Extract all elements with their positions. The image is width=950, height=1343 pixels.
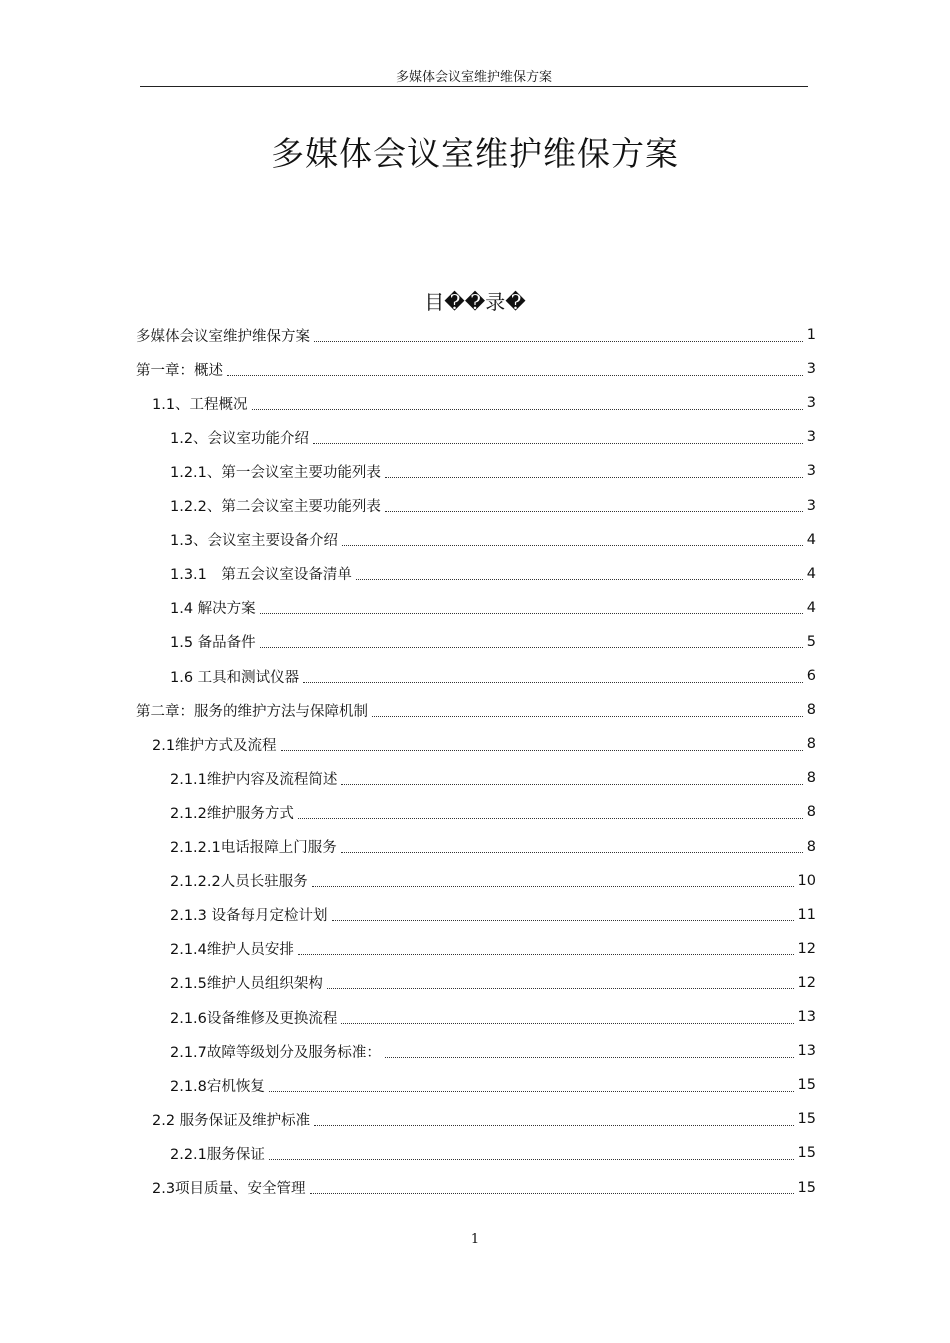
- toc-entry-page: 10: [797, 872, 816, 889]
- toc-entry-label: 1.2.1、第一会议室主要功能列表: [170, 464, 381, 481]
- toc-entry[interactable]: [152, 386, 816, 420]
- toc-entry-page: 3: [806, 463, 816, 480]
- toc-entry-label: 多媒体会议室维护维保方案: [136, 328, 310, 345]
- toc-entry[interactable]: [170, 966, 816, 1000]
- toc-dot-leader: [356, 579, 803, 580]
- toc-entry[interactable]: [136, 318, 816, 352]
- toc-entry-page: 8: [806, 838, 816, 855]
- toc-entry[interactable]: [136, 352, 816, 386]
- toc-dot-leader: [385, 1057, 794, 1058]
- toc-dot-leader: [269, 1091, 794, 1092]
- toc-dot-leader: [260, 647, 803, 648]
- toc-entry-label: 2.1.2.2人员长驻服务: [170, 874, 308, 891]
- toc-entry-page: 15: [797, 1111, 816, 1128]
- toc-entry-label: 2.1.7故障等级划分及服务标准：: [170, 1044, 381, 1061]
- toc-entry-label: 1.3.1 第五会议室设备清单: [170, 567, 352, 584]
- toc-entry-page: 3: [806, 497, 816, 514]
- toc-entry[interactable]: [170, 795, 816, 829]
- toc-entry-page: 8: [806, 804, 816, 821]
- toc-entry-label: 2.1.6设备维修及更换流程: [170, 1010, 338, 1027]
- toc-entry-label: 2.1维护方式及流程: [152, 737, 277, 754]
- toc-entry-label: 2.1.2.1电话报障上门服务: [170, 840, 337, 856]
- toc-dot-leader: [281, 750, 803, 751]
- toc-entry[interactable]: [170, 523, 816, 557]
- toc-dot-leader: [341, 1023, 793, 1024]
- toc-dot-leader: [269, 1159, 794, 1160]
- toc-entry-page: 3: [806, 429, 816, 446]
- toc-entry-page: 11: [797, 906, 816, 923]
- toc-entry-label: 2.3项目质量、安全管理: [152, 1181, 306, 1197]
- toc-dot-leader: [372, 716, 803, 717]
- toc-entry[interactable]: [152, 1102, 816, 1136]
- toc-entry-label: 1.1、工程概况: [152, 396, 248, 413]
- toc-entry-page: 8: [806, 702, 816, 719]
- toc-dot-leader: [342, 545, 803, 546]
- toc-entry[interactable]: [170, 625, 816, 659]
- toc-entry-label: 2.1.5维护人员组织架构: [170, 976, 323, 993]
- toc-entry-label: 2.1.8宕机恢复: [170, 1078, 265, 1095]
- toc-dot-leader: [341, 784, 802, 785]
- toc-entry-label: 1.2、会议室功能介绍: [170, 430, 310, 447]
- document-title: 多媒体会议室维护维保方案: [271, 134, 679, 173]
- toc-entry[interactable]: [170, 420, 816, 454]
- header-rule: [140, 86, 808, 87]
- toc-dot-leader: [310, 1193, 794, 1194]
- toc-entry[interactable]: [170, 864, 816, 898]
- toc-entry[interactable]: [170, 1034, 816, 1068]
- toc-entry-label: 第一章：概述: [136, 362, 223, 379]
- toc-entry-page: 5: [806, 633, 816, 650]
- toc-entry-page: 4: [806, 531, 816, 548]
- toc-dot-leader: [313, 443, 803, 444]
- toc-entry[interactable]: [170, 454, 816, 488]
- toc-heading: 目��录�: [424, 290, 526, 314]
- toc-entry-label: 第二章：服务的维护方法与保障机制: [136, 703, 368, 720]
- toc-entry[interactable]: [136, 693, 816, 727]
- toc-dot-leader: [298, 954, 794, 955]
- toc-entry-label: 2.1.2维护服务方式: [170, 805, 294, 822]
- toc-dot-leader: [314, 341, 803, 342]
- toc-entry-page: 8: [806, 770, 816, 787]
- toc-dot-leader: [260, 613, 803, 614]
- toc-entry[interactable]: [152, 727, 816, 761]
- toc-dot-leader: [227, 375, 803, 376]
- running-header: 多媒体会议室维护维保方案: [395, 70, 552, 85]
- toc-entry-page: 15: [797, 1077, 816, 1094]
- toc-entry[interactable]: [170, 830, 816, 864]
- toc-entry[interactable]: [170, 932, 816, 966]
- page-number: 1: [470, 1232, 480, 1247]
- toc-entry[interactable]: [152, 1171, 816, 1205]
- toc-dot-leader: [252, 409, 803, 410]
- toc-dot-leader: [327, 988, 794, 989]
- toc-dot-leader: [332, 920, 794, 921]
- toc-dot-leader: [303, 682, 803, 683]
- toc-entry-page: 3: [806, 361, 816, 378]
- toc-entry-page: 12: [797, 940, 816, 957]
- toc-entry[interactable]: [170, 1068, 816, 1102]
- toc-entry[interactable]: [170, 659, 816, 693]
- toc-entry-page: 3: [806, 395, 816, 412]
- toc-entry-page: 4: [806, 565, 816, 582]
- toc-entry[interactable]: [170, 1136, 816, 1170]
- toc-entry-page: 12: [797, 974, 816, 991]
- toc-entry-page: 13: [797, 1043, 816, 1060]
- toc-entry-page: 4: [806, 599, 816, 616]
- toc-dot-leader: [385, 477, 803, 478]
- toc-entry[interactable]: [170, 557, 816, 591]
- toc-entry-page: 15: [797, 1179, 816, 1196]
- toc-entry-page: 13: [797, 1009, 816, 1025]
- toc-entry[interactable]: [170, 898, 816, 932]
- toc-entry-label: 2.1.3 设备每月定检计划: [170, 908, 328, 925]
- toc-entry-label: 2.1.4维护人员安排: [170, 942, 294, 959]
- toc-dot-leader: [312, 886, 794, 887]
- toc-dot-leader: [385, 511, 803, 512]
- toc-entry[interactable]: [170, 489, 816, 523]
- toc-entry-page: 15: [797, 1145, 816, 1162]
- toc-dot-leader: [298, 818, 803, 819]
- toc-entry-label: 1.3、会议室主要设备介绍: [170, 533, 339, 550]
- toc-entry-page: 8: [806, 736, 816, 753]
- toc-entry[interactable]: [170, 1000, 816, 1034]
- toc-entry-label: 2.2 服务保证及维护标准: [152, 1112, 311, 1129]
- toc-entry-label: 1.2.2、第二会议室主要功能列表: [170, 499, 381, 515]
- toc-dot-leader: [314, 1125, 793, 1126]
- toc-entry-label: 1.4 解决方案: [170, 601, 256, 618]
- toc-dot-leader: [341, 852, 803, 853]
- toc-entry-label: 1.5 备品备件: [170, 635, 256, 652]
- toc-entry[interactable]: [170, 591, 816, 625]
- toc-entry-label: 2.2.1服务保证: [170, 1146, 265, 1163]
- toc-entry[interactable]: [170, 761, 816, 795]
- toc-entry-label: 2.1.1维护内容及流程简述: [170, 771, 338, 788]
- toc-entry-label: 1.6 工具和测试仪器: [170, 669, 300, 686]
- toc-entry-page: 1: [806, 327, 816, 343]
- toc-entry-page: 6: [806, 668, 816, 684]
